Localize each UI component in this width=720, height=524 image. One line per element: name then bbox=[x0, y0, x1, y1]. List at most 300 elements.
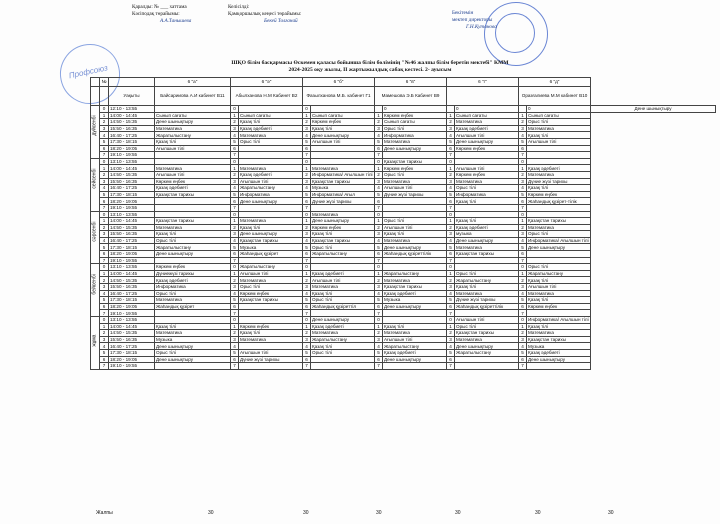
lesson-time: 17:30 - 18:15 bbox=[109, 349, 155, 356]
subject-cell bbox=[527, 310, 591, 317]
lesson-index: 0 bbox=[303, 211, 311, 218]
lesson-index: 4 bbox=[231, 290, 239, 297]
subject-cell bbox=[311, 106, 375, 113]
subject-cell: Ағылшын тілі bbox=[455, 165, 519, 172]
lesson-index: 3 bbox=[303, 231, 311, 238]
subject-cell bbox=[455, 310, 519, 317]
lesson-index: 0 bbox=[447, 264, 455, 271]
schedule-row bbox=[91, 145, 716, 152]
subject-cell: Математика bbox=[239, 336, 303, 343]
lesson-index bbox=[375, 106, 383, 113]
lesson-time: 17:30 - 18:15 bbox=[109, 138, 155, 145]
subject-cell: Математика bbox=[527, 290, 591, 297]
subject-cell bbox=[239, 204, 303, 211]
subject-cell: Математика bbox=[239, 277, 303, 284]
subject-cell: Математика bbox=[455, 119, 519, 126]
lesson-index: 7 bbox=[303, 204, 311, 211]
class-header-6v: 6 "в" bbox=[375, 78, 447, 87]
director-role-label: мектеп директоры bbox=[452, 17, 493, 23]
lesson-index: 6 bbox=[375, 303, 383, 310]
teacher-6v: Мамешова Э.Б Кабинет В9 bbox=[375, 87, 447, 106]
lesson-index: 6 bbox=[447, 198, 455, 205]
subject-cell: Ағылшын тілі bbox=[455, 317, 519, 324]
subject-cell: Математика bbox=[383, 178, 447, 185]
lesson-index: 1 bbox=[447, 218, 455, 225]
subject-cell: Жаратылыстану bbox=[311, 336, 375, 343]
lesson-index: 6 bbox=[447, 251, 455, 258]
lesson-index: 4 bbox=[231, 237, 239, 244]
lesson-number: 0 bbox=[100, 211, 109, 218]
lesson-index: 5 bbox=[231, 138, 239, 145]
subject-cell bbox=[239, 257, 303, 264]
subject-cell: Информатика bbox=[239, 191, 303, 198]
lesson-number: 1 bbox=[100, 270, 109, 277]
subject-cell: Көркем еңбек bbox=[383, 165, 447, 172]
lesson-index: 4 bbox=[303, 237, 311, 244]
subject-cell: Жаратылыстану bbox=[155, 244, 231, 251]
lesson-index: 1 bbox=[303, 323, 311, 330]
lesson-index: 0 bbox=[519, 264, 527, 271]
schedule-row bbox=[91, 218, 716, 225]
lesson-index: 0 bbox=[303, 158, 311, 165]
lesson-index: 4 bbox=[519, 343, 527, 350]
lesson-index: 5 bbox=[447, 349, 455, 356]
total-value: 30 bbox=[535, 510, 541, 516]
lesson-index: 6 bbox=[519, 198, 527, 205]
lesson-index: 2 bbox=[231, 119, 239, 126]
lesson-index: 6 bbox=[375, 198, 383, 205]
subject-cell bbox=[239, 363, 303, 370]
subject-cell: 0 bbox=[383, 106, 447, 113]
lesson-index: 1 bbox=[231, 218, 239, 225]
subject-cell bbox=[155, 257, 231, 264]
lesson-index: 6 bbox=[447, 356, 455, 363]
lesson-index: 4 bbox=[303, 343, 311, 350]
lesson-index: 1 bbox=[375, 112, 383, 119]
subject-cell: Көркем еңбек bbox=[383, 112, 447, 119]
subject-cell: Ағылшын тілі bbox=[155, 171, 231, 178]
lesson-time: 18:20 - 19:05 bbox=[109, 356, 155, 363]
subject-cell: Математика bbox=[311, 284, 375, 291]
lesson-index: 1 bbox=[375, 165, 383, 172]
lesson-index: 4 bbox=[447, 343, 455, 350]
subject-cell: Орыс тілі bbox=[527, 264, 591, 271]
lesson-index: 1 bbox=[375, 218, 383, 225]
lesson-index: 6 bbox=[375, 251, 383, 258]
subject-cell: Информатика bbox=[155, 284, 231, 291]
union-stamp-text: Профсоюз bbox=[68, 63, 109, 81]
subject-cell: Информатика/ Ағылшын тілі bbox=[528, 317, 589, 323]
lesson-time: 14:00 - 14:45 bbox=[109, 323, 155, 330]
lesson-index: 5 bbox=[303, 244, 311, 251]
lesson-time: 15:50 - 16:35 bbox=[109, 284, 155, 291]
lesson-index: 2 bbox=[375, 171, 383, 178]
schedule-row bbox=[91, 198, 716, 205]
subject-cell bbox=[155, 310, 231, 317]
lesson-index: 1 bbox=[447, 165, 455, 172]
lesson-index: 3 bbox=[231, 284, 239, 291]
lesson-index: 6 bbox=[303, 145, 311, 152]
subject-cell: Қазақ әдебиеті bbox=[527, 349, 591, 356]
schedule-row bbox=[91, 336, 716, 343]
subject-cell: Қазақ әдебиеті bbox=[239, 125, 303, 132]
subject-cell: Жаратылыстану bbox=[383, 270, 447, 277]
lesson-index: 0 bbox=[375, 211, 383, 218]
lesson-index: 4 bbox=[519, 237, 527, 244]
class-header-6a: 6 "а" bbox=[155, 78, 231, 87]
subject-cell: Дене шынықтыру bbox=[383, 356, 447, 363]
lesson-index: 7 bbox=[519, 310, 527, 317]
lesson-number: 7 bbox=[100, 152, 109, 159]
director-name: Г.Н.Кутанова bbox=[466, 24, 497, 30]
lesson-index: 3 bbox=[447, 284, 455, 291]
subject-cell: Қазақстан тарихы bbox=[455, 251, 519, 258]
subject-cell: Математика bbox=[527, 330, 591, 337]
subject-cell: Математика bbox=[455, 244, 519, 251]
lesson-time: 14:50 - 15:35 bbox=[109, 119, 155, 126]
lesson-index: 6 bbox=[231, 145, 239, 152]
lesson-number: 4 bbox=[100, 185, 109, 192]
total-value: 30 bbox=[608, 510, 614, 516]
lesson-time: 13:10 - 13:55 bbox=[109, 211, 155, 218]
lesson-index: 7 bbox=[375, 310, 383, 317]
schedule-row bbox=[91, 211, 716, 218]
subject-cell: Қазақ әдебиеті bbox=[155, 185, 231, 192]
subject-cell bbox=[527, 204, 591, 211]
subject-cell: Орыс тілі bbox=[383, 171, 447, 178]
lesson-index: 4 bbox=[375, 290, 383, 297]
subject-cell: Музыка bbox=[311, 185, 375, 192]
schedule-row bbox=[91, 185, 716, 192]
subject-cell bbox=[527, 257, 591, 264]
subject-cell: Қазақ әдебиеті bbox=[527, 165, 591, 172]
lesson-number: 5 bbox=[100, 191, 109, 198]
lesson-time: 14:50 - 15:35 bbox=[109, 224, 155, 231]
lesson-index: 2 bbox=[375, 119, 383, 126]
subject-cell: Математика bbox=[311, 211, 375, 218]
schedule-row bbox=[91, 132, 716, 139]
lesson-number: 3 bbox=[100, 231, 109, 238]
lesson-index: 6 bbox=[231, 198, 239, 205]
lesson-index: 7 bbox=[303, 152, 311, 159]
lesson-index: 1 bbox=[375, 270, 383, 277]
lesson-index: 4 bbox=[447, 185, 455, 192]
lesson-index: 0 bbox=[303, 317, 311, 324]
lesson-index: 0 bbox=[231, 211, 239, 218]
subject-cell: Жаһандық құзірет-тілік bbox=[527, 198, 591, 205]
subject-cell: Қазақ тілі bbox=[455, 198, 519, 205]
lesson-index: 5 bbox=[303, 191, 311, 198]
lesson-index: 5 bbox=[375, 138, 383, 145]
lesson-index: 5 bbox=[231, 244, 239, 251]
lesson-index: 7 bbox=[447, 257, 455, 264]
subject-cell: Математика bbox=[383, 330, 447, 337]
lesson-index: 0 bbox=[375, 264, 383, 271]
lesson-index: 1 bbox=[231, 323, 239, 330]
subject-cell: Қазақ тілі bbox=[455, 284, 519, 291]
subject-cell bbox=[311, 158, 375, 165]
subject-cell: Қазақстан тарихы bbox=[383, 158, 447, 165]
subject-cell bbox=[311, 310, 375, 317]
lesson-index: 1 bbox=[303, 270, 311, 277]
subject-cell: Ағылшын тілі bbox=[527, 138, 591, 145]
subject-cell: Жаһандық құзіреттілік bbox=[455, 303, 519, 310]
schedule-row bbox=[91, 270, 716, 277]
lesson-index: 3 bbox=[519, 336, 527, 343]
subject-cell: Ағылшын тілі bbox=[239, 270, 303, 277]
page-title bbox=[150, 60, 590, 74]
subject-cell: Дене шынықтыру bbox=[311, 317, 375, 324]
teacher-6ae: Абылханова Н.М Кабинет В2 bbox=[231, 87, 303, 106]
lesson-time: 19:10 - 19:55 bbox=[109, 257, 155, 264]
lesson-time: 19:10 - 19:55 bbox=[109, 310, 155, 317]
lesson-index: 0 bbox=[231, 158, 239, 165]
class-header-6ae: 6 "ә" bbox=[231, 78, 303, 87]
subject-cell: Жаратылыстану bbox=[155, 132, 231, 139]
subject-cell: Қазақ тілі bbox=[311, 125, 375, 132]
subject-cell bbox=[455, 363, 519, 370]
lesson-time: 13:10 - 13:55 bbox=[109, 317, 155, 324]
schedule-row bbox=[91, 106, 716, 113]
schedule-row bbox=[91, 171, 716, 178]
union-protocol: Қаралды: № ___ хаттама bbox=[132, 4, 187, 10]
subject-cell: Информатика/ Ағыл bbox=[311, 191, 375, 198]
lesson-index: 6 bbox=[303, 356, 311, 363]
subject-cell: Математика bbox=[383, 277, 447, 284]
lesson-time: 13:10 - 13:55 bbox=[109, 264, 155, 271]
teacher-6g bbox=[447, 87, 519, 106]
subject-cell: Математика bbox=[455, 178, 519, 185]
subject-cell: Математика bbox=[311, 330, 375, 337]
subject-cell: Орыс тілі bbox=[455, 323, 519, 330]
lesson-time: 16:40 - 17:25 bbox=[109, 290, 155, 297]
subject-cell: Қазақ тілі bbox=[155, 323, 231, 330]
subject-cell: Математика bbox=[155, 297, 231, 304]
subject-cell: Дене шынықтыру bbox=[155, 356, 231, 363]
subject-cell bbox=[527, 158, 591, 165]
teacher-6a: Байсарииова А.И кабинет В11 bbox=[155, 87, 231, 106]
schedule-row bbox=[91, 317, 716, 324]
subject-cell: Математика bbox=[383, 237, 447, 244]
day-label-text: дүйсенбі bbox=[91, 115, 98, 136]
lesson-index: 2 bbox=[303, 330, 311, 337]
subject-cell: Көркем еңбек bbox=[239, 323, 303, 330]
subject-cell: Информатика/ Ағылшын тілі bbox=[312, 172, 373, 178]
lesson-index: 1 bbox=[375, 323, 383, 330]
subject-cell bbox=[239, 310, 303, 317]
lesson-index: 5 bbox=[447, 191, 455, 198]
subject-cell: 0 bbox=[527, 106, 591, 113]
subject-cell bbox=[311, 152, 375, 159]
lesson-number: 5 bbox=[100, 244, 109, 251]
subject-cell: Математика bbox=[155, 330, 231, 337]
subject-cell bbox=[383, 363, 447, 370]
subject-cell bbox=[239, 303, 303, 310]
subject-cell bbox=[311, 363, 375, 370]
lesson-number: 2 bbox=[100, 277, 109, 284]
lesson-index: 0 bbox=[519, 317, 527, 324]
subject-cell bbox=[155, 198, 231, 205]
subject-cell bbox=[527, 145, 591, 152]
subject-cell bbox=[383, 152, 447, 159]
day-label bbox=[91, 264, 100, 317]
lesson-index: 5 bbox=[303, 297, 311, 304]
subject-cell bbox=[311, 257, 375, 264]
subject-cell bbox=[155, 317, 231, 324]
subject-cell: Қазақстан тарихы bbox=[383, 284, 447, 291]
lesson-index: 1 bbox=[447, 112, 455, 119]
subject-cell: Қазақ әдебиеті bbox=[383, 349, 447, 356]
subject-cell: Математика bbox=[383, 138, 447, 145]
lesson-number: 3 bbox=[100, 178, 109, 185]
lesson-index: 4 bbox=[375, 132, 383, 139]
lesson-index: 0 bbox=[303, 264, 311, 271]
lesson-index: 2 bbox=[303, 277, 311, 284]
lesson-time: 14:50 - 15:35 bbox=[109, 330, 155, 337]
schedule-row bbox=[91, 303, 716, 310]
subject-cell: Ағылшын тілі bbox=[383, 185, 447, 192]
lesson-time: 17:30 - 18:15 bbox=[109, 297, 155, 304]
lesson-index: 1 bbox=[519, 323, 527, 330]
lesson-index: 7 bbox=[231, 204, 239, 211]
total-value: 30 bbox=[376, 510, 382, 516]
subject-cell bbox=[155, 211, 231, 218]
subject-cell: Қазақ әдебиеті bbox=[455, 125, 519, 132]
subject-cell: Қазақ тілі bbox=[311, 343, 375, 350]
schedule-row bbox=[91, 112, 716, 119]
lesson-index: 2 bbox=[519, 171, 527, 178]
lesson-index: 7 bbox=[231, 363, 239, 370]
lesson-time: 15:50 - 16:35 bbox=[109, 178, 155, 185]
subject-cell: Дене шынықтыру bbox=[155, 119, 231, 126]
lesson-index: 0 bbox=[519, 211, 527, 218]
subject-cell: Сынып сағаты bbox=[311, 112, 375, 119]
lesson-index: 5 bbox=[447, 138, 455, 145]
subject-cell bbox=[383, 198, 447, 205]
subject-cell: Көркем еңбек bbox=[239, 290, 303, 297]
lesson-time: 14:50 - 15:35 bbox=[109, 277, 155, 284]
lesson-index bbox=[447, 106, 455, 113]
lesson-number: 5 bbox=[100, 138, 109, 145]
schedule-row bbox=[91, 251, 716, 258]
lesson-index: 7 bbox=[375, 257, 383, 264]
lesson-index: 2 bbox=[447, 119, 455, 126]
lesson-index: 0 bbox=[303, 106, 311, 113]
subject-cell: Музыка bbox=[383, 297, 447, 304]
subject-cell: Математика bbox=[455, 290, 519, 297]
lesson-number: 3 bbox=[100, 336, 109, 343]
schedule-row bbox=[91, 125, 716, 132]
subject-cell: Қазақстан тарихы bbox=[527, 218, 591, 225]
schedule-row bbox=[91, 356, 716, 363]
teacher-6b: Фазылханова М.Б. кабинет Г1 bbox=[303, 87, 375, 106]
subject-cell: Көркем еңбек bbox=[455, 145, 519, 152]
subject-cell: Дүниежүзі тарихы bbox=[155, 270, 231, 277]
subject-cell: Дене шынықтыру bbox=[239, 231, 303, 238]
subject-cell: Сынып сағаты bbox=[383, 119, 447, 126]
subject-cell: Көркем еңбек bbox=[155, 178, 231, 185]
schedule-row bbox=[91, 297, 716, 304]
lesson-index: 3 bbox=[375, 336, 383, 343]
schedule-row bbox=[91, 138, 716, 145]
lesson-index: 1 bbox=[447, 270, 455, 277]
lesson-index: 4 bbox=[519, 290, 527, 297]
subject-cell bbox=[383, 257, 447, 264]
subject-cell bbox=[455, 152, 519, 159]
lesson-index: 1 bbox=[519, 165, 527, 172]
schedule-row bbox=[91, 257, 716, 264]
subject-cell: Ағылшын тілі bbox=[383, 336, 447, 343]
lesson-time: 18:20 - 19:05 bbox=[109, 198, 155, 205]
schedule-row bbox=[91, 152, 716, 159]
lesson-index: 5 bbox=[303, 138, 311, 145]
lesson-index: 4 bbox=[303, 290, 311, 297]
lesson-index: 3 bbox=[519, 231, 527, 238]
subject-cell: Дене шынықтыру bbox=[311, 132, 375, 139]
lesson-time: 19:10 - 19:55 bbox=[109, 204, 155, 211]
subject-cell: Дене шынықтыру bbox=[155, 251, 231, 258]
day-label bbox=[91, 158, 100, 211]
time-header bbox=[109, 78, 155, 87]
lesson-time: 17:30 - 18:15 bbox=[109, 244, 155, 251]
subject-cell bbox=[239, 106, 303, 113]
subject-cell: Орыс тілі bbox=[311, 244, 375, 251]
subject-cell: Көркем еңбек bbox=[311, 224, 375, 231]
lesson-index: 2 bbox=[519, 119, 527, 126]
subject-cell: Көркем еңбек bbox=[155, 264, 231, 271]
total-value: 30 bbox=[208, 510, 214, 516]
lesson-number: 1 bbox=[100, 165, 109, 172]
subject-cell: Қазақстан тарихы bbox=[311, 178, 375, 185]
subject-cell: Дене шынықтыру bbox=[455, 237, 519, 244]
lesson-number: 6 bbox=[100, 198, 109, 205]
subject-cell: Математика bbox=[155, 165, 231, 172]
subject-cell: Сынып сағаты bbox=[155, 112, 231, 119]
lesson-number: 3 bbox=[100, 284, 109, 291]
lesson-number: 7 bbox=[100, 204, 109, 211]
lesson-index: 1 bbox=[519, 270, 527, 277]
lesson-index: 7 bbox=[519, 152, 527, 159]
subject-cell: Орыс тілі bbox=[155, 349, 231, 356]
subject-cell: Қазақ тілі bbox=[527, 277, 591, 284]
lesson-index: 1 bbox=[303, 112, 311, 119]
schedule-row bbox=[91, 191, 716, 198]
teacher-header-row bbox=[91, 87, 716, 106]
lesson-index: 3 bbox=[447, 231, 455, 238]
subject-cell: Қазақстан тарихы bbox=[155, 191, 231, 198]
lesson-index: 2 bbox=[519, 224, 527, 231]
subject-cell: Қазақ тілі bbox=[527, 132, 591, 139]
subject-cell: Ағылшын тілі bbox=[311, 277, 375, 284]
day-label-text: жұма bbox=[91, 334, 98, 347]
subject-cell bbox=[383, 211, 447, 218]
lesson-index: 4 bbox=[375, 343, 383, 350]
lesson-number: 5 bbox=[100, 297, 109, 304]
lesson-number: 7 bbox=[100, 310, 109, 317]
subject-cell: Математика bbox=[527, 224, 591, 231]
lesson-index: 3 bbox=[303, 125, 311, 132]
lesson-time: 16:40 - 17:25 bbox=[109, 237, 155, 244]
lesson-index: 2 bbox=[231, 330, 239, 337]
lesson-index: 7 bbox=[519, 204, 527, 211]
lesson-index: 3 bbox=[303, 178, 311, 185]
subject-cell: Математика bbox=[311, 165, 375, 172]
subject-cell bbox=[239, 152, 303, 159]
lesson-time: 19:10 - 19:55 bbox=[109, 152, 155, 159]
lesson-index: 0 bbox=[231, 106, 239, 113]
lesson-number: 1 bbox=[100, 218, 109, 225]
lesson-index: 7 bbox=[519, 257, 527, 264]
